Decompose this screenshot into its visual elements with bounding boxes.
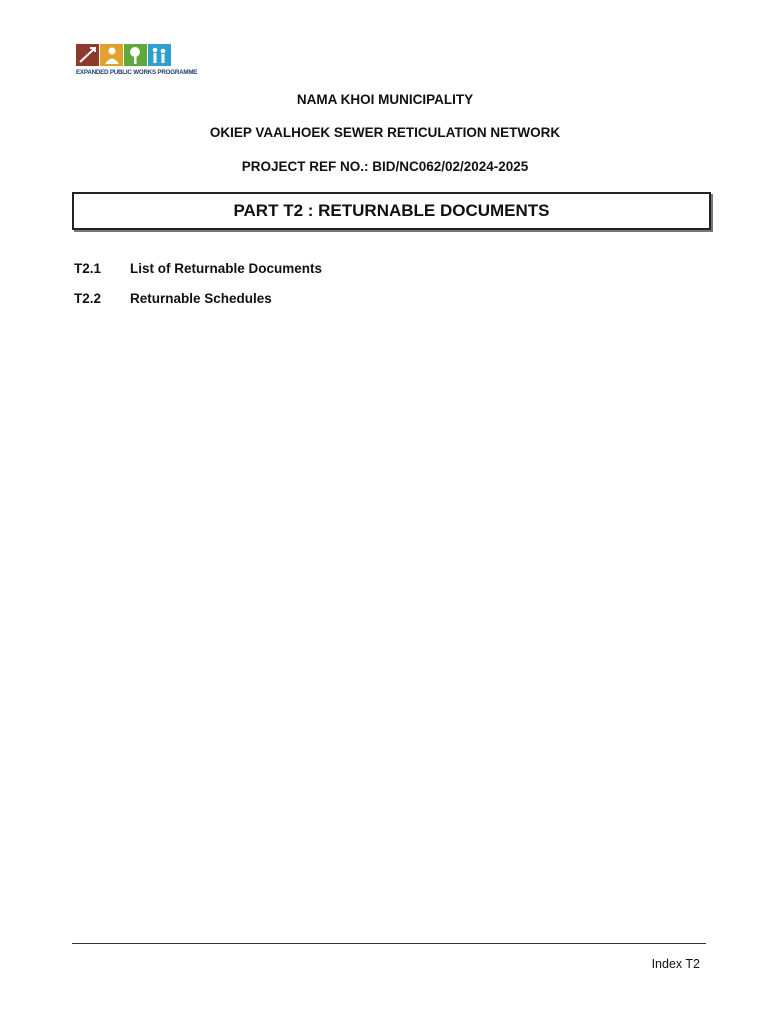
part-title-box <box>72 192 711 230</box>
epwp-logo <box>76 44 198 78</box>
logo-tile-tools-icon <box>76 44 99 66</box>
footer-label: Index T2 <box>651 957 700 971</box>
logo-tile-worker-icon <box>100 44 123 66</box>
part-title: PART T2 : RETURNABLE DOCUMENTS <box>233 201 550 220</box>
logo-text: EXPANDED PUBLIC WORKS PROGRAMME <box>76 69 198 76</box>
logo-tile-tree-icon <box>124 44 147 66</box>
list-item <box>74 291 272 306</box>
project-reference: PROJECT REF NO.: BID/NC062/02/2024-2025 <box>241 159 529 174</box>
item-label: List of Returnable Documents <box>130 261 323 276</box>
item-label: Returnable Schedules <box>130 291 272 306</box>
project-heading: OKIEP VAALHOEK SEWER RETICULATION NETWORK <box>209 125 561 140</box>
list-item <box>74 261 322 276</box>
logo-tiles <box>76 44 176 66</box>
municipality-heading: NAMA KHOI MUNICIPALITY <box>296 92 474 107</box>
footer-divider <box>72 943 706 944</box>
item-number: T2.1 <box>74 261 102 276</box>
logo-tile-people-icon <box>148 44 171 66</box>
item-number: T2.2 <box>74 291 102 306</box>
